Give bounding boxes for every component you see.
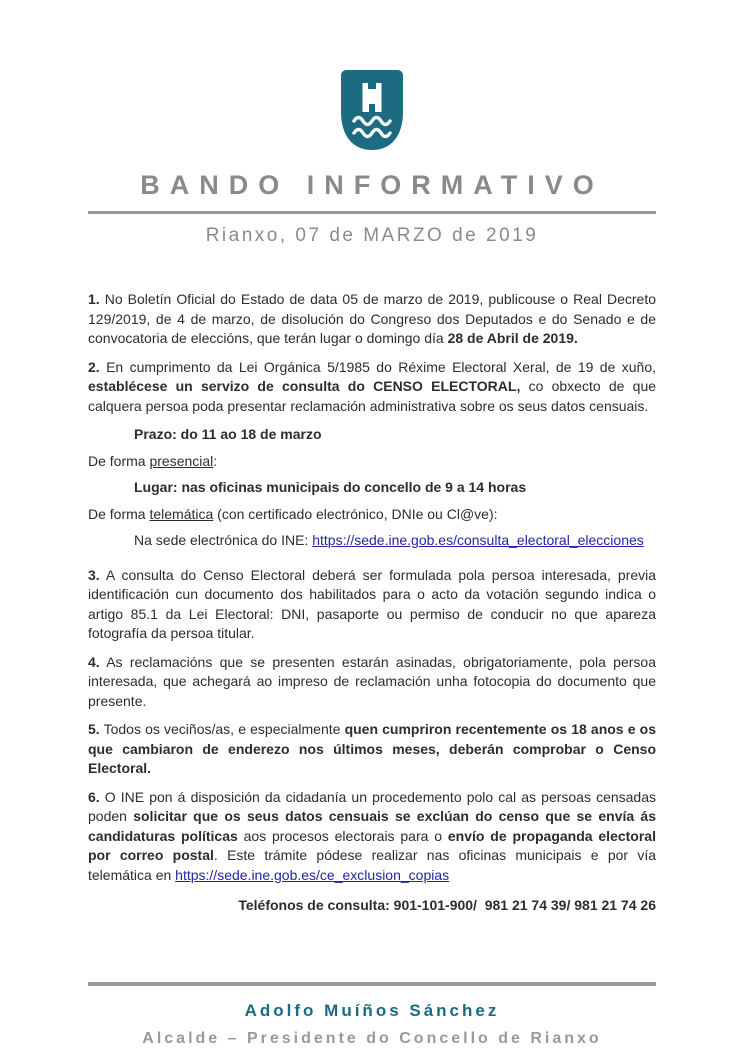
document-footer (88, 982, 656, 1048)
paragraph-3-number: 3. (88, 566, 100, 583)
ine-link-line (88, 531, 656, 551)
crest-icon (341, 70, 403, 150)
paragraph-2-number: 2. (88, 358, 100, 375)
paragraph-5-number: 5. (88, 721, 100, 737)
paragraph-1 (88, 290, 656, 349)
paragraph-2 (88, 358, 656, 417)
paragraph-3 (88, 566, 656, 644)
paragraph-6-text-2: aos procesos electorais para o (237, 827, 448, 844)
paragraph-6-bold-1: solicitar que os seus datos censuais se exclúan do censo que se envía ás candidaturas políticas (88, 808, 657, 844)
document-title: BANDO INFORMATIVO (140, 170, 604, 200)
consultation-phones: Teléfonos de consulta: 901-101-900/ 981 21 74 39/ 981 21 74 26 (238, 897, 656, 913)
telematica-post: (con certificado electrónico, DNIe ou Cl@ve): (213, 505, 498, 522)
telematica-line (88, 505, 656, 525)
consulta-electoral-link[interactable]: https://sede.ine.gob.es/consulta_electoral_elecciones (312, 532, 644, 548)
presencial-post: : (213, 452, 218, 469)
paragraph-2-text-1: En cumprimento da Lei Orgánica 5/1985 do Réxime Electoral Xeral, de 19 de xuño, (99, 358, 656, 375)
paragraph-2-bold: establécese un servizo de consulta do CENSO ELECTORAL, (88, 378, 521, 394)
ine-link-label: Na sede electrónica do INE: (134, 532, 313, 548)
paragraph-3-text: A consulta do Censo Electoral deberá ser formulada pola persoa interesada, previa identificación cun documento dos habilitados para o acto da votación segundo indica o artigo 85.1 da Lei Electoral: DNI, pasaporte ou permiso de conducir no que apareza fotografía da persoa titular. (88, 566, 656, 641)
paragraph-4-number: 4. (88, 653, 100, 670)
paragraph-2-text-2: co obxecto de que calquera persoa poda presentar reclamación administrativa sobre os seus datos censuais. (88, 378, 657, 414)
paragraph-6-bold-2: envío de propaganda electoral por correo postal (88, 827, 656, 863)
lugar-line: Lugar: nas oficinas municipais do concello de 9 a 14 horas (134, 479, 527, 495)
paragraph-6-text-1: O INE pon á disposición da cidadanía un procedemento polo cal as persoas censadas poden (88, 788, 656, 824)
title-divider-rule (88, 211, 656, 214)
telematica-underlined: telemática (149, 505, 214, 522)
paragraph-6 (88, 788, 656, 886)
prazo-line: Prazo: do 11 ao 18 de marzo (134, 426, 322, 442)
dateline: Rianxo, 07 de MARZO de 2019 (205, 225, 539, 246)
paragraph-6-text-3: . Este trámite pódese realizar nas oficinas municipais e por vía telemática en (88, 847, 657, 883)
footer-divider-rule (88, 982, 656, 986)
exclusion-copias-link[interactable]: https://sede.ine.gob.es/ce_exclusion_copias (175, 866, 450, 883)
telematica-pre: De forma (88, 505, 150, 522)
mayor-name: Adolfo Muíños Sánchez (244, 1000, 500, 1020)
paragraph-4 (88, 653, 656, 712)
paragraph-6-number: 6. (88, 788, 100, 805)
paragraph-4-text: As reclamacións que se presenten estarán asinadas, obrigatoriamente, pola persoa interesada, que achegará ao impreso de reclamación unha fotocopia do documento que presente. (88, 653, 656, 709)
presencial-underlined: presencial (149, 452, 214, 469)
paragraph-1-bold-date: 28 de Abril de 2019. (447, 330, 578, 346)
concello-rianxo-crest-logo (88, 70, 656, 150)
presencial-line (88, 452, 656, 472)
paragraph-1-text: No Boletín Oficial do Estado de data 05 de marzo de 2019, publicouse o Real Decreto 129/2019, de 4 de marzo, de disolución do Congreso dos Deputados e do Senado e de convocatoria de eleccións, que terán lugar o domingo día (88, 291, 656, 346)
paragraph-1-number: 1. (88, 291, 100, 307)
document-header (88, 70, 656, 247)
paragraph-5 (88, 720, 656, 779)
document-body (88, 290, 656, 916)
mayor-role: Alcalde – Presidente do Concello de Rianxo (142, 1029, 602, 1047)
paragraph-5-bold: quen cumpriron recentemente os 18 anos e os que cambiaron de enderezo nos últimos meses, deberán comprobar o Censo Electoral. (88, 721, 657, 776)
paragraph-5-text: Todos os veciños/as, e especialmente (99, 721, 345, 737)
presencial-pre: De forma (88, 452, 150, 469)
